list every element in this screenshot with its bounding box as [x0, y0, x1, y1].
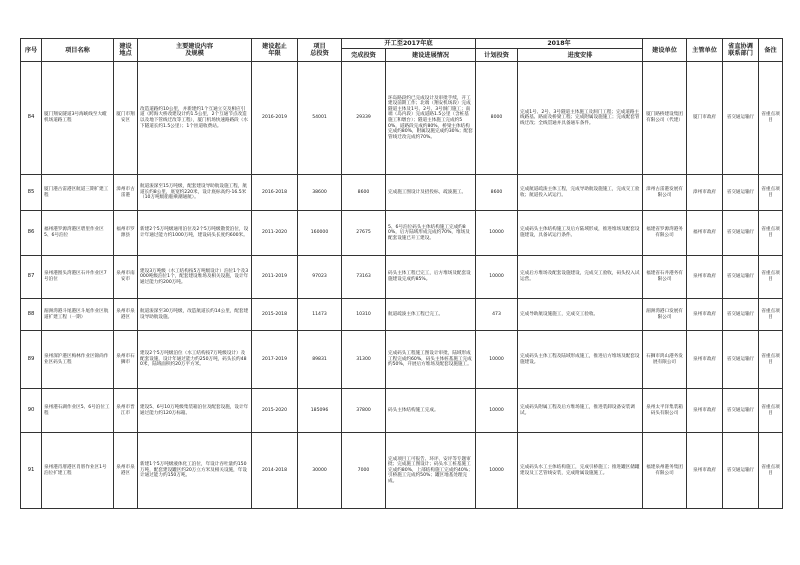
cell-period: 2017-2019 [252, 331, 298, 389]
header-schedule: 进度安排 [518, 49, 643, 62]
cell-progress-status: 完成码头工程施工图设计审批，陆域形成工程完成约60%，码头主体桩基施工完成约50%，开展后方堆场及配套设施施工。 [386, 331, 476, 389]
cell-seq: 87 [21, 256, 42, 299]
header-builder: 建设单位 [643, 39, 687, 62]
cell-owner: 福州市政府 [687, 211, 723, 256]
cell-project-name: 泉州深沪港区梅林作业区锦尚作业区码头工程 [42, 331, 114, 389]
project-table [20, 38, 783, 509]
cell-completed-investment: 29339 [342, 62, 386, 175]
cell-coordinating-dept: 省交通运输厅 [723, 211, 759, 256]
cell-completed-investment: 10310 [342, 299, 386, 331]
cell-owner: 漳州市政府 [687, 175, 723, 211]
cell-remark: 省重点项目 [759, 62, 783, 175]
table-row [21, 62, 783, 175]
cell-progress-status: 环岛路段约已完成设计及审批手续，开工建设前期工作；北端（翔安机场段）完成隧道主体及1号、2号、3号洞门施工；南端（岛内段）完成道路1.5公里（含桩基施工和墩台）；隧道主体施工完成约50%，道路段完成约80%，桥梁主体结构完成约80%，附属设施完成约30%；配套管线迁改完成约70%。 [386, 62, 476, 175]
cell-content: 新建1个5万吨级液体化工泊位，年设计吞吐量约150万吨，配套建设罐区约20万立方米及相关设施，年设计通过能力约150万吨。 [138, 433, 252, 509]
cell-location: 福州市罗源县 [114, 211, 138, 256]
table-row [21, 331, 783, 389]
cell-schedule: 完成后方堆场及配套设施建设，完成交工验收，码头投入试运营。 [518, 256, 643, 299]
cell-builder: 福建省石井港务有限公司 [643, 256, 687, 299]
header-plan-group: 2018年 [476, 39, 643, 49]
cell-period: 2016-2019 [252, 62, 298, 175]
header-owner: 主管单位 [687, 39, 723, 62]
cell-completed-investment: 73163 [342, 256, 386, 299]
header-remark: 备注 [759, 39, 783, 62]
table-row [21, 389, 783, 433]
cell-total-investment: 160000 [298, 211, 342, 256]
cell-planned-investment: 10000 [476, 331, 518, 389]
header-coordinating-dept: 省直协调 联系部门 [723, 39, 759, 62]
cell-planned-investment: 473 [476, 299, 518, 331]
table-row [21, 433, 783, 509]
cell-total-investment: 11473 [298, 299, 342, 331]
cell-location: 泉州市南安市 [114, 256, 138, 299]
cell-progress-status: 航道疏浚主体工程已完工。 [386, 299, 476, 331]
header-total-investment: 项目 总投资 [298, 39, 342, 62]
cell-period: 2011-2020 [252, 211, 298, 256]
cell-completed-investment: 27675 [342, 211, 386, 256]
cell-progress-status: 码头主体工程已完工，后方堆场及配套设施建设完成约85%。 [386, 256, 476, 299]
cell-remark: 省重点项目 [759, 211, 783, 256]
cell-content: 航道浚深至30万吨级，改造航道长约14公里，配套建设导助航设施。 [138, 299, 252, 331]
cell-completed-investment: 31300 [342, 331, 386, 389]
cell-total-investment: 54001 [298, 62, 342, 175]
cell-schedule: 完成码头水工主体结构施工，完成引桥施工；推进罐区储罐建设及工艺管线安装，完成附属设施施工。 [518, 433, 643, 509]
cell-schedule: 完成码头附属工程及后方堆场施工，推进装卸设备安装调试。 [518, 389, 643, 433]
header-seq: 序号 [21, 39, 42, 62]
cell-progress-status: 完成项目工可报告、环评、安评等专题审批；完成施工图设计；码头水工桩基施工完成约80%，上部结构施工完成约40%；引桥施工完成约50%；罐区地基处理完成。 [386, 433, 476, 509]
cell-period: 2015-2020 [252, 389, 298, 433]
cell-total-investment: 38600 [298, 175, 342, 211]
header-planned-investment: 计划投资 [476, 49, 518, 62]
cell-project-name: 泉州港石湖作业区5、6号泊位工程 [42, 389, 114, 433]
cell-remark: 省重点项目 [759, 389, 783, 433]
cell-completed-investment: 8600 [342, 175, 386, 211]
cell-location: 厦门市翔安区 [114, 62, 138, 175]
cell-completed-investment: 7000 [342, 433, 386, 509]
cell-project-name: 湄洲湾港斗尾港区斗尾作业区航道扩建工程（一期） [42, 299, 114, 331]
cell-total-investment: 30000 [298, 433, 342, 509]
cell-builder: 漳州古雷港发展有限公司 [643, 175, 687, 211]
header-progress-group: 开工至2017年底 [342, 39, 476, 49]
cell-progress-status: 码头主体结构施工完成。 [386, 389, 476, 433]
cell-seq: 86 [21, 211, 42, 256]
cell-location: 泉州市泉港区 [114, 299, 138, 331]
cell-total-investment: 97023 [298, 256, 342, 299]
cell-builder: 石狮市鸿山港务发展有限公司 [643, 331, 687, 389]
cell-project-name: 福州港罗源湾港区碧里作业区5、6号泊位 [42, 211, 114, 256]
cell-remark: 省重点项目 [759, 256, 783, 299]
table-row [21, 211, 783, 256]
table-row [21, 175, 783, 211]
cell-builder: 厦门路桥建设集团有限公司（代建） [643, 62, 687, 175]
cell-content: 改造道路约10公里，并新建约1个互通立交及相应引道（跨海大桥改建设计约1.5公里，2个互通节点改造以及地下管线迁改等工程），厦门机场快速路路段（水下隧道长约1.5公里）；1个匝道收费站。 [138, 62, 252, 175]
cell-remark: 省重点项目 [759, 299, 783, 331]
cell-owner: 泉州市政府 [687, 299, 723, 331]
cell-planned-investment: 10000 [476, 256, 518, 299]
cell-period: 2015-2018 [252, 299, 298, 331]
cell-planned-investment: 10000 [476, 389, 518, 433]
cell-location: 泉州市泉港区 [114, 433, 138, 509]
cell-content: 航道浚深至15万吨级，配套建设导助航设施工程，航道长约8公里，底宽约220米，设计底标高约-16.5米（10万吨级船舶乘潮通航）。 [138, 175, 252, 211]
header-progress-status: 建设进展情况 [386, 49, 476, 62]
cell-schedule: 完成导助航设施施工，完成交工验收。 [518, 299, 643, 331]
cell-location: 漳州市古雷港 [114, 175, 138, 211]
cell-schedule: 完成码头主体结构施工及后方陆域形成，推进堆场及配套设施建设，具备试运行条件。 [518, 211, 643, 256]
cell-project-name: 泉州港肖厝港区肖厝作业区1号泊位扩建工程 [42, 433, 114, 509]
header-period: 建设起止 年限 [252, 39, 298, 62]
cell-progress-status: 5、6号泊位码头主体结构施工完成约80%，后方陆域形成完成约70%，堆场及配套设施已开工建设。 [386, 211, 476, 256]
cell-coordinating-dept: 省交通运输厅 [723, 389, 759, 433]
table-row [21, 256, 783, 299]
cell-owner: 厦门市政府 [687, 62, 723, 175]
cell-coordinating-dept: 省交通运输厅 [723, 331, 759, 389]
cell-builder: 泉州太平洋集装箱码头有限公司 [643, 389, 687, 433]
cell-project-name: 厦门港古雷港区航道三期扩建工程 [42, 175, 114, 211]
cell-owner: 泉州市政府 [687, 256, 723, 299]
cell-seq: 89 [21, 331, 42, 389]
cell-planned-investment: 10000 [476, 433, 518, 509]
cell-project-name: 厦门翔安隧道3号海峡线至大嶝机场道路工程 [42, 62, 114, 175]
cell-seq: 91 [21, 433, 42, 509]
cell-coordinating-dept: 省交通运输厅 [723, 175, 759, 211]
cell-period: 2014-2018 [252, 433, 298, 509]
cell-content: 建设3万吨级（水工结构按5万吨级设计）泊位1个及3000吨级泊位1个，配套建设堆场及相关设施，设计年通过能力约200万吨。 [138, 256, 252, 299]
cell-owner: 泉州市政府 [687, 331, 723, 389]
table-row [21, 299, 783, 331]
cell-content: 建设2个5万吨级泊位（水工结构按7万吨级设计）及配套设施，设计年通过能力约250万吨，码头长约480米，陆域面积约20万平方米。 [138, 331, 252, 389]
cell-content: 建设5、6号10万吨级集装箱泊位及配套设施，设计年通过能力约120万标箱。 [138, 389, 252, 433]
cell-progress-status: 完成施工图设计及招投标，疏浚施工。 [386, 175, 476, 211]
header-location: 建设 地点 [114, 39, 138, 62]
table-header [21, 39, 783, 62]
header-project-name: 项目名称 [42, 39, 114, 62]
header-content: 主要建设内容 及规模 [138, 39, 252, 62]
cell-schedule: 完成1号、2号、3号隧道主体施工及洞门工程；完成道路主线路基、路面及桥梁工程；完成附属设施施工；完成配套管线迁改；全线贯通并具备通车条件。 [518, 62, 643, 175]
cell-planned-investment: 8000 [476, 62, 518, 175]
cell-coordinating-dept: 省交通运输厅 [723, 256, 759, 299]
cell-total-investment: 185096 [298, 389, 342, 433]
cell-location: 泉州市晋江市 [114, 389, 138, 433]
cell-planned-investment: 10000 [476, 211, 518, 256]
cell-builder: 湄洲湾港口发展有限公司 [643, 299, 687, 331]
cell-total-investment: 89831 [298, 331, 342, 389]
cell-owner: 泉州市政府 [687, 389, 723, 433]
cell-seq: 85 [21, 175, 42, 211]
cell-coordinating-dept: 省交通运输厅 [723, 62, 759, 175]
cell-seq: 90 [21, 389, 42, 433]
cell-seq: 84 [21, 62, 42, 175]
cell-period: 2011-2019 [252, 256, 298, 299]
cell-builder: 福建省罗源湾港务有限公司 [643, 211, 687, 256]
cell-schedule: 完成码头主体工程及陆域形成施工，推进后方堆场及配套设施建设。 [518, 331, 643, 389]
cell-period: 2016-2018 [252, 175, 298, 211]
cell-coordinating-dept: 省交通运输厅 [723, 299, 759, 331]
cell-location: 泉州市石狮市 [114, 331, 138, 389]
header-completed-investment: 完成投资 [342, 49, 386, 62]
cell-project-name: 泉州港围头湾港区石井作业区7号泊位 [42, 256, 114, 299]
cell-content: 新建2个5万吨级通用泊位及2个5万吨级散货泊位，设计年通过能力约1000万吨，建设码头长度约600米。 [138, 211, 252, 256]
cell-remark: 省重点项目 [759, 175, 783, 211]
cell-owner: 泉州市政府 [687, 433, 723, 509]
cell-planned-investment: 8600 [476, 175, 518, 211]
cell-completed-investment: 37800 [342, 389, 386, 433]
cell-remark: 省重点项目 [759, 433, 783, 509]
cell-coordinating-dept: 省交通运输厅 [723, 433, 759, 509]
cell-seq: 88 [21, 299, 42, 331]
cell-builder: 福建泉州港务集团有限公司 [643, 433, 687, 509]
cell-schedule: 完成航道疏浚主体工程，完成导助航设施施工，完成交工验收；航道投入试运行。 [518, 175, 643, 211]
cell-remark: 省重点项目 [759, 331, 783, 389]
